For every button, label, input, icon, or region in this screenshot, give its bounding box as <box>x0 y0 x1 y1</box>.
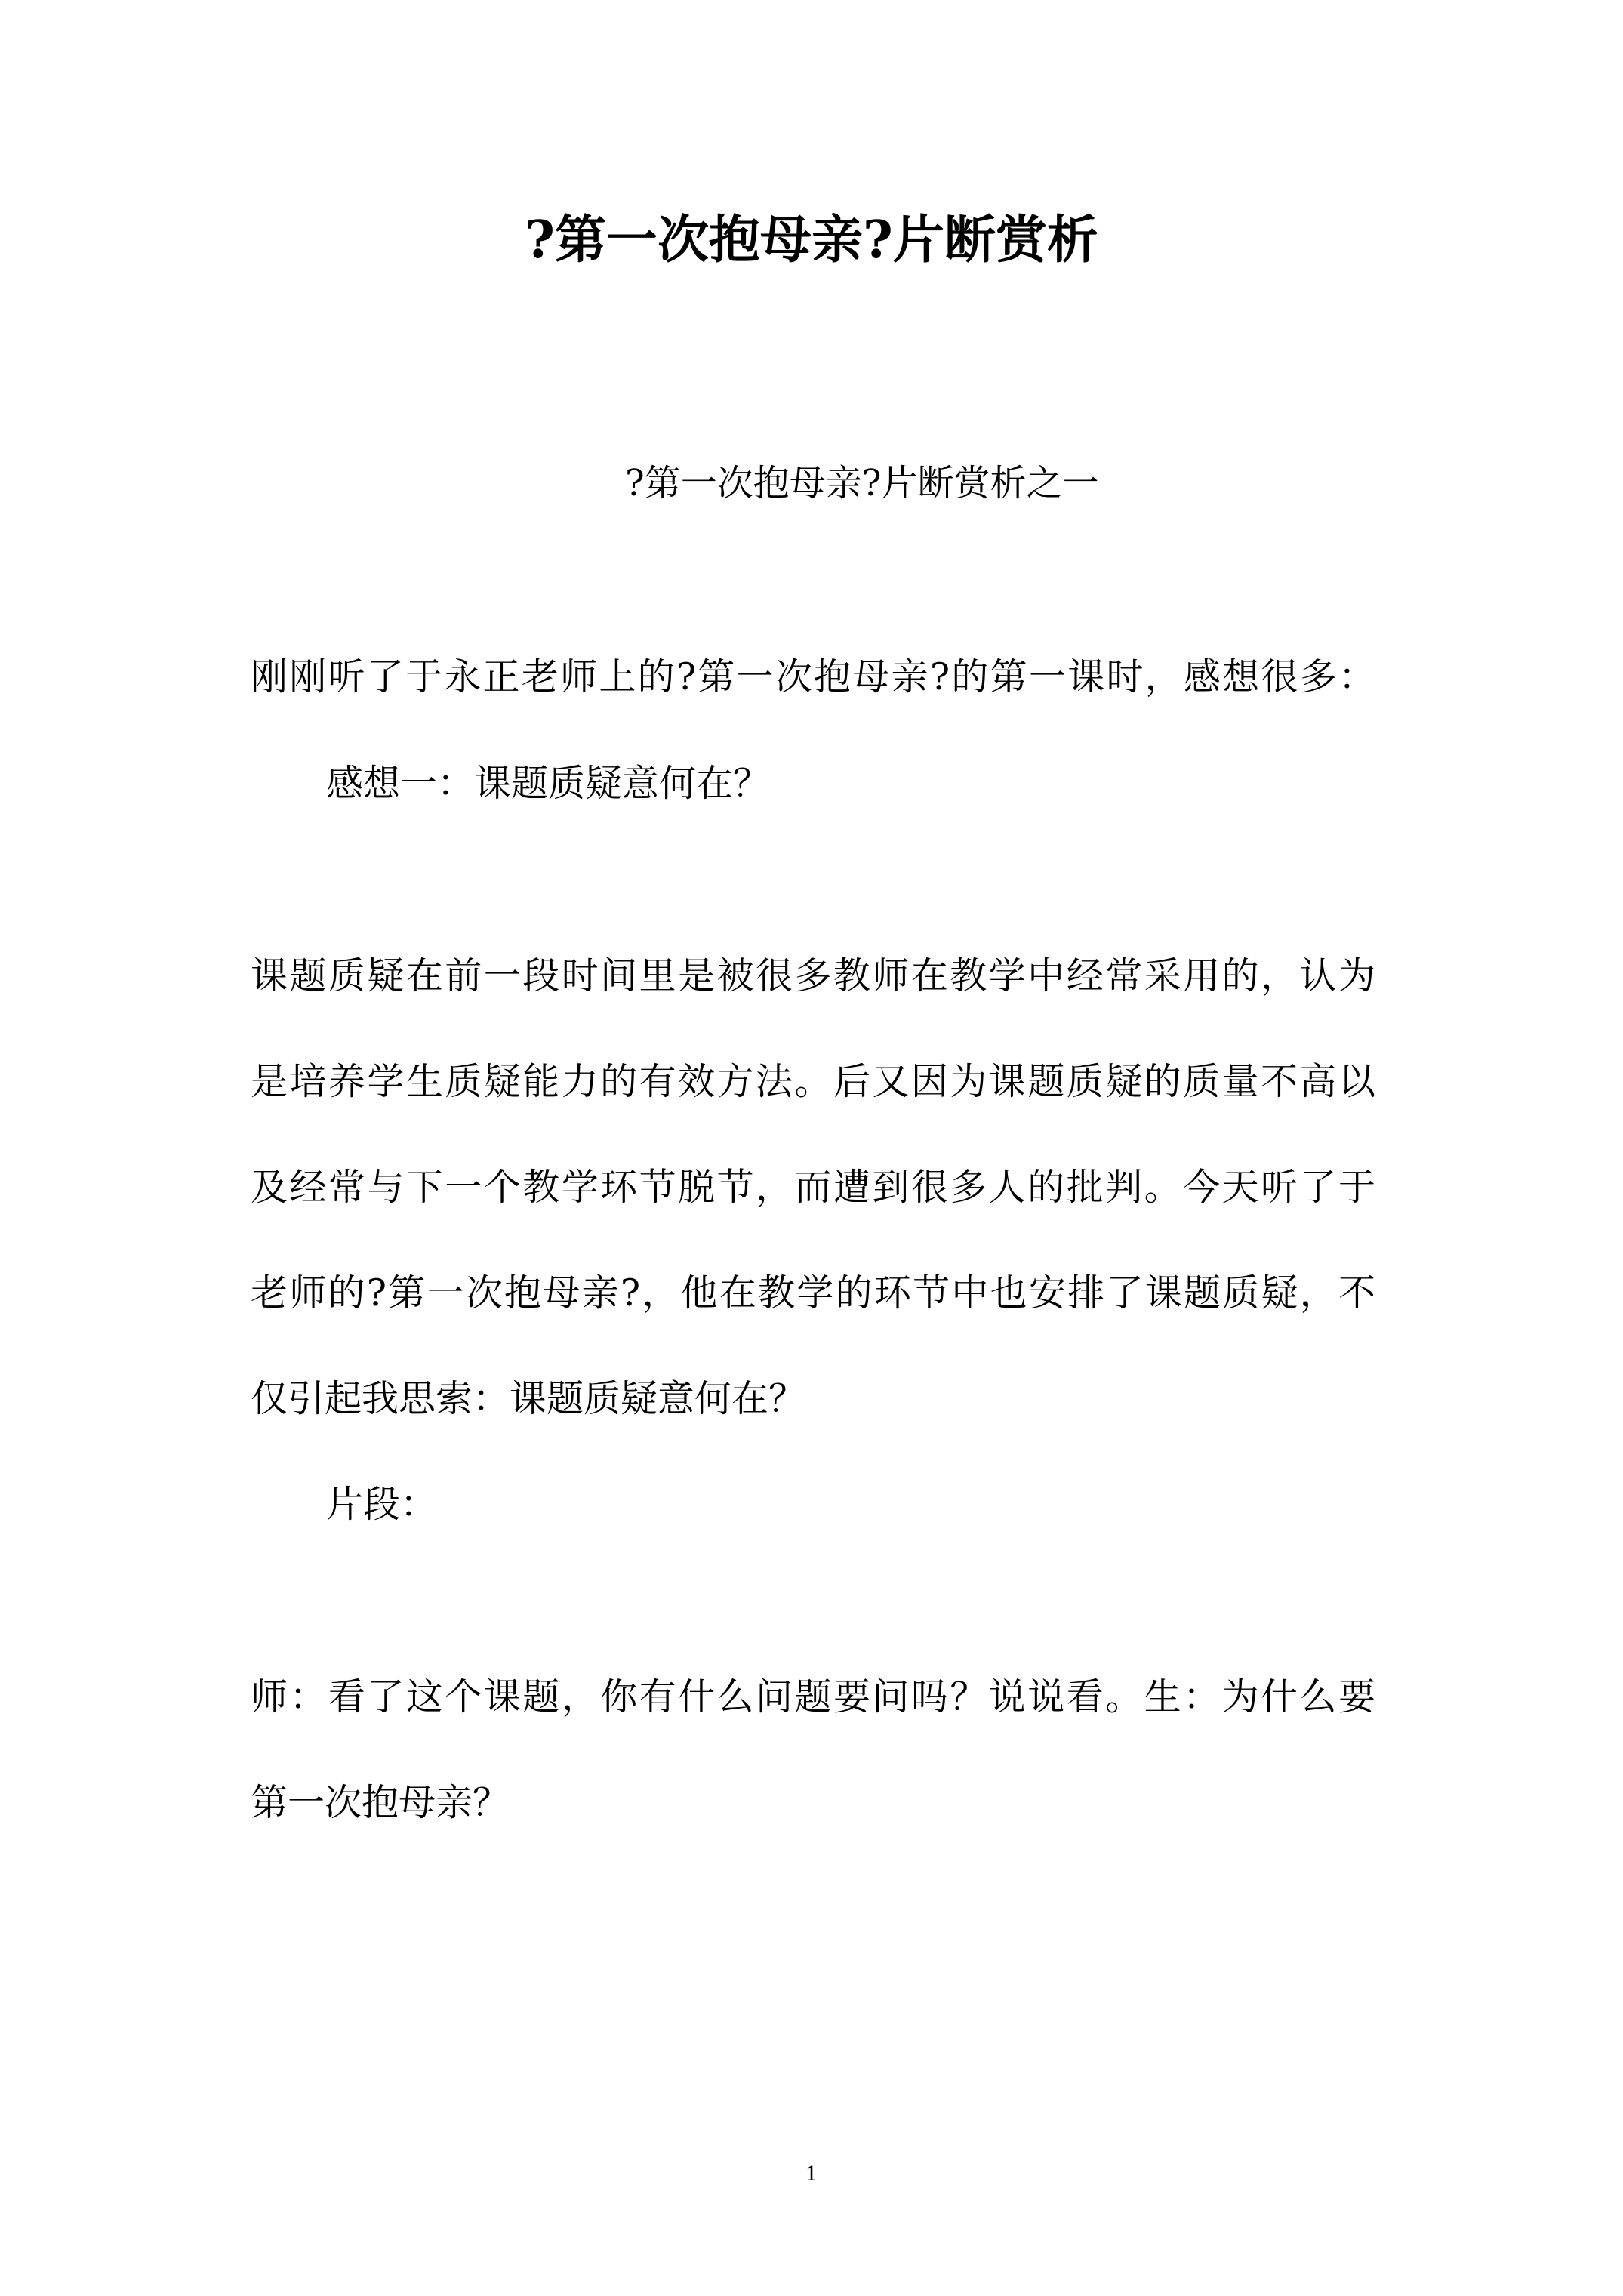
paragraph-line: 第一次抱母亲？ <box>251 1781 510 1824</box>
paragraph-line: 及经常与下一个教学环节脱节，而遭到很多人的批判。今天听了于 <box>251 1166 1375 1209</box>
document-subtitle: ?第一次抱母亲?片断赏析之一 <box>625 462 1099 504</box>
paragraph-line: 老师的?第一次抱母亲?，他在教学的环节中也安排了课题质疑，不 <box>251 1271 1375 1314</box>
page-number: 1 <box>805 2163 818 2186</box>
section-label: 片段： <box>326 1483 438 1526</box>
paragraph-line: 师：看了这个课题，你有什么问题要问吗？说说看。生：为什么要 <box>251 1675 1375 1718</box>
document-title: ?第一次抱母亲?片断赏析 <box>525 210 1098 270</box>
paragraph-line: 仅引起我思索：课题质疑意何在？ <box>251 1377 806 1420</box>
paragraph-line: 是培养学生质疑能力的有效方法。后又因为课题质疑的质量不高以 <box>251 1060 1375 1103</box>
paragraph-line: 课题质疑在前一段时间里是被很多教师在教学中经常采用的，认为 <box>251 954 1375 997</box>
section-heading: 感想一：课题质疑意何在？ <box>326 762 771 805</box>
paragraph-line: 刚刚听了于永正老师上的?第一次抱母亲?的第一课时，感想很多： <box>251 655 1375 698</box>
